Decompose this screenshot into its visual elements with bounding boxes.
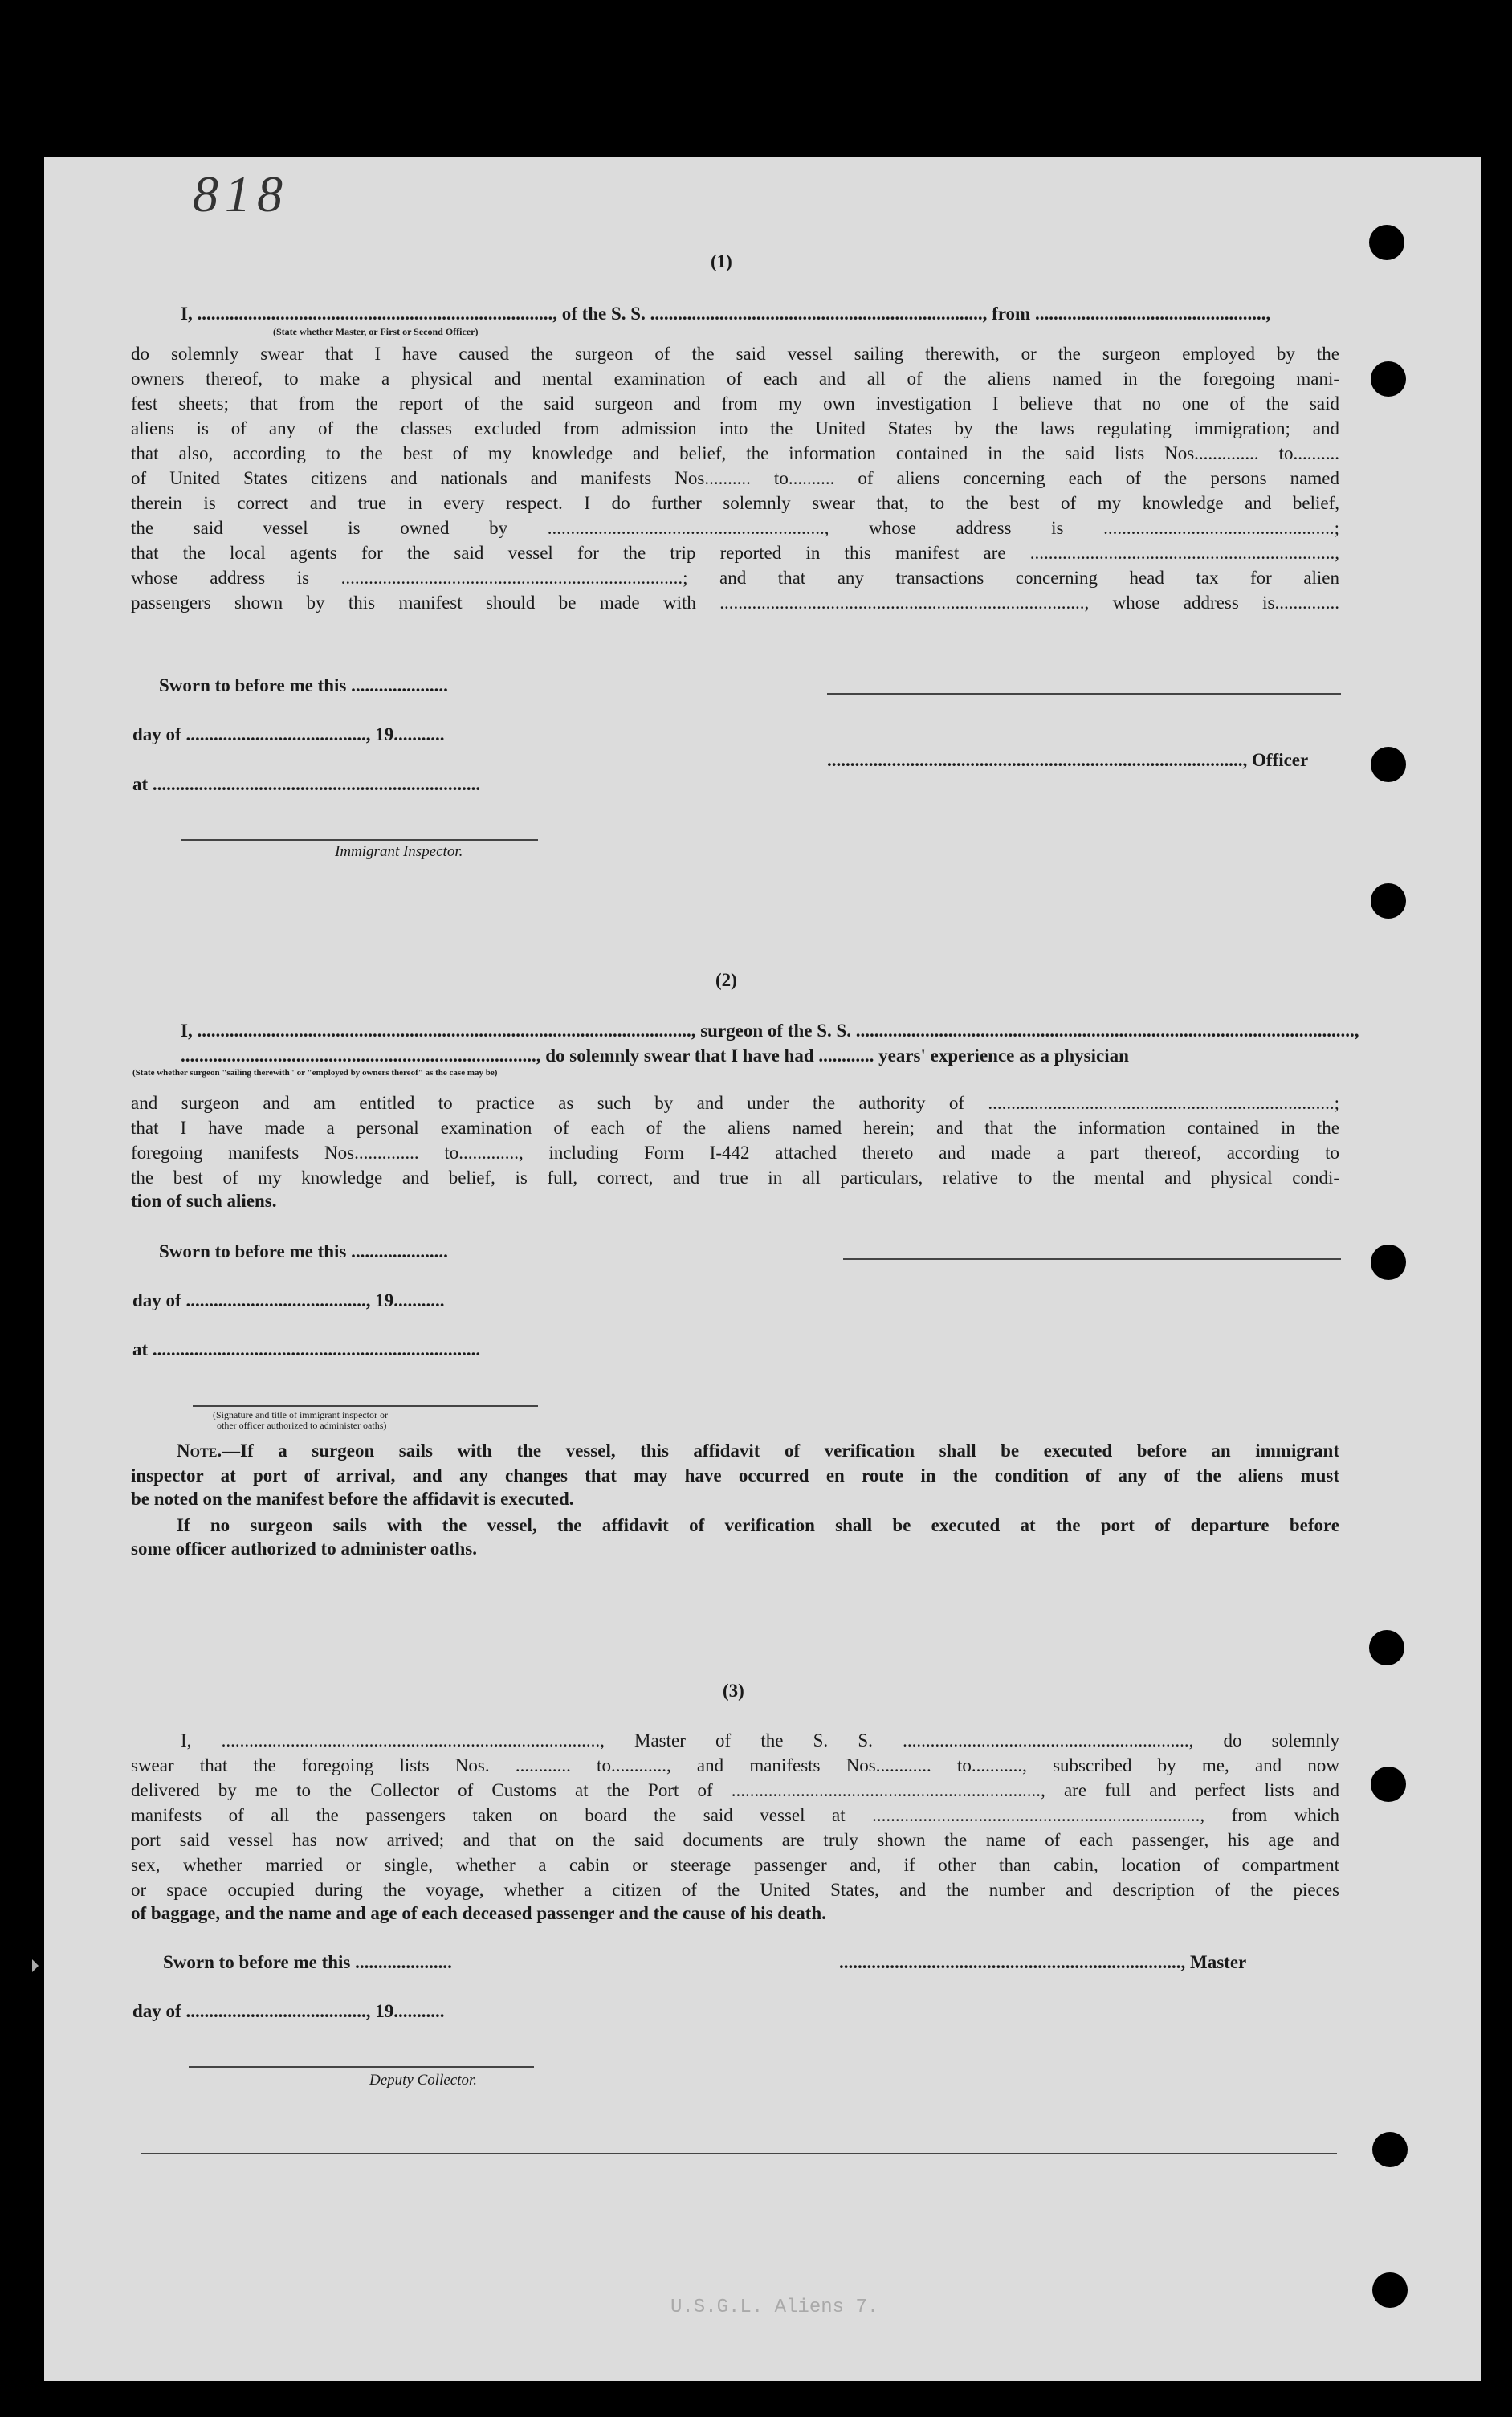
- body-line: port said vessel has now arrived; and that on the said documents are truly shown the name of each passenger, his age and: [131, 1830, 1339, 1850]
- master-line: .........................................................................., Master: [839, 1952, 1247, 1972]
- bottom-rule: [141, 2153, 1337, 2154]
- punch-hole: [1371, 361, 1406, 397]
- day-line: day of ......................................., 19...........: [132, 1290, 445, 1310]
- punch-hole: [1372, 2132, 1408, 2167]
- body-line: I, .................................................................................., Master of the S. S. .............................................................., do solemnly: [181, 1730, 1339, 1751]
- punch-hole: [1371, 1767, 1406, 1802]
- officer-line-right: .........................................................................................., Officer: [827, 750, 1309, 770]
- officer-note: (State whether Master, or First or Second Officer): [273, 326, 479, 337]
- surgeon-swear-line: ............................................................................., do solemnly swear that I have had ............ years' experience as a physician: [181, 1045, 1129, 1066]
- collector-signature-line: [189, 2066, 534, 2068]
- note-line: [177, 1438, 1339, 1463]
- at-line: at .......................................................................: [132, 1339, 481, 1359]
- sworn-line: Sworn to before me this .....................: [159, 1241, 448, 1261]
- day-line: day of ......................................., 19...........: [132, 2001, 445, 2021]
- body-line: of baggage, and the name and age of each deceased passenger and the cause of his death.: [131, 1903, 826, 1923]
- body-line: the said vessel is owned by ............................................................, whose address is ..................................................;: [131, 518, 1339, 538]
- body-line: passengers shown by this manifest should be made with ..............................................................................., whose address is..............: [131, 593, 1339, 613]
- form-footer: U.S.G.L. Aliens 7.: [670, 2297, 879, 2318]
- body-line: that the local agents for the said vessel for the trip reported in this manifest are ..................................................................,: [131, 543, 1339, 563]
- punch-hole: [1371, 883, 1406, 919]
- body-line: that I have made a personal examination of each of the aliens named herein; and that the information contained in the: [131, 1118, 1339, 1138]
- form-page: [44, 157, 1481, 2381]
- body-line: delivered by me to the Collector of Customs at the Port of ..................................................................., are full and perfect lists and: [131, 1780, 1339, 1800]
- body-line: the best of my knowledge and belief, is full, correct, and true in all particulars, relative to the mental and physical condi-: [131, 1168, 1339, 1188]
- body-line: and surgeon and am entitled to practice as such by and under the authority of ...........................................................................;: [131, 1093, 1339, 1113]
- body-line: fest sheets; that from the report of the said surgeon and from my own investigation I believe that no one of the said: [131, 393, 1339, 414]
- body-line: foregoing manifests Nos.............. to............., including Form I-442 attached thereto and made a part thereof, according to: [131, 1143, 1339, 1163]
- punch-hole: [1369, 1630, 1404, 1665]
- at-line: at .......................................................................: [132, 774, 481, 794]
- handwritten-mark: 818: [193, 165, 289, 222]
- punch-hole: [1372, 2272, 1408, 2308]
- body-line: therein is correct and true in every respect. I do further solemnly swear that, to the best of my knowledge and belief,: [131, 493, 1339, 513]
- surgeon-line: I, ..........................................................................................................., surgeon of the S. S. ............................................................................................................,: [181, 1021, 1359, 1041]
- edge-mark: [32, 1959, 39, 1972]
- sworn-line: Sworn to before me this .....................: [159, 675, 448, 695]
- section-number: (3): [723, 1681, 744, 1701]
- body-line: swear that the foregoing lists Nos. ............ to............, and manifests Nos............ to..........., subscribed by me, and now: [131, 1755, 1339, 1775]
- note-label: Note.: [177, 1441, 222, 1461]
- body-line: do solemnly swear that I have caused the surgeon of the said vessel sailing therewith, or the surgeon employed by the: [131, 344, 1339, 364]
- note-text: —If a surgeon sails with the vessel, this affidavit of verification shall be executed before an immigrant: [222, 1441, 1339, 1461]
- body-line: aliens is of any of the classes excluded from admission into the United States by the laws regulating immigration; and: [131, 418, 1339, 438]
- punch-hole: [1371, 747, 1406, 782]
- officer-line: I, ............................................................................., of the S. S. ........................................................................, from ..................................................,: [181, 304, 1271, 324]
- punch-hole: [1369, 225, 1404, 260]
- officer-signature-line: [827, 693, 1341, 695]
- body-line: tion of such aliens.: [131, 1191, 277, 1211]
- note-line: inspector at port of arrival, and any changes that may have occurred en route in the condition of any of the aliens must: [131, 1465, 1339, 1486]
- surgeon-note: (State whether surgeon "sailing therewith" or "employed by owners thereof" as the case may be): [132, 1068, 498, 1078]
- note-line: If no surgeon sails with the vessel, the affidavit of verification shall be executed at the port of departure before: [177, 1515, 1339, 1535]
- body-line: whose address is ..........................................................................; and that any transactions concerning head tax for alien: [131, 568, 1339, 588]
- punch-hole: [1371, 1245, 1406, 1280]
- body-line: owners thereof, to make a physical and mental examination of each and all of the aliens named in the foregoing mani-: [131, 369, 1339, 389]
- day-line: day of ......................................., 19...........: [132, 724, 445, 744]
- body-line: sex, whether married or single, whether a cabin or steerage passenger and, if other than cabin, location of compartment: [131, 1855, 1339, 1875]
- body-line: or space occupied during the voyage, whether a citizen of the United States, and the number and description of the pieces: [131, 1880, 1339, 1900]
- inspector-signature-line: [193, 1405, 538, 1407]
- inspector-label: Immigrant Inspector.: [335, 843, 463, 860]
- sworn-line: Sworn to before me this .....................: [163, 1952, 452, 1972]
- surgeon-signature-line: [843, 1258, 1341, 1260]
- note-line: be noted on the manifest before the affidavit is executed.: [131, 1489, 574, 1509]
- section-number: (2): [715, 970, 737, 990]
- note-line: some officer authorized to administer oaths.: [131, 1539, 477, 1559]
- signature-note: other officer authorized to administer oaths): [217, 1420, 387, 1431]
- body-line: manifests of all the passengers taken on board the said vessel at ......................................................................., from which: [131, 1805, 1339, 1825]
- body-line: that also, according to the best of my knowledge and belief, the information contained in the said lists Nos.............. to..........: [131, 443, 1339, 463]
- body-line: of United States citizens and nationals and manifests Nos.......... to.......... of aliens concerning each of the persons named: [131, 468, 1339, 488]
- section-number: (1): [711, 251, 732, 271]
- collector-label: Deputy Collector.: [369, 2072, 478, 2089]
- signature-note: (Signature and title of immigrant inspector or: [213, 1409, 388, 1420]
